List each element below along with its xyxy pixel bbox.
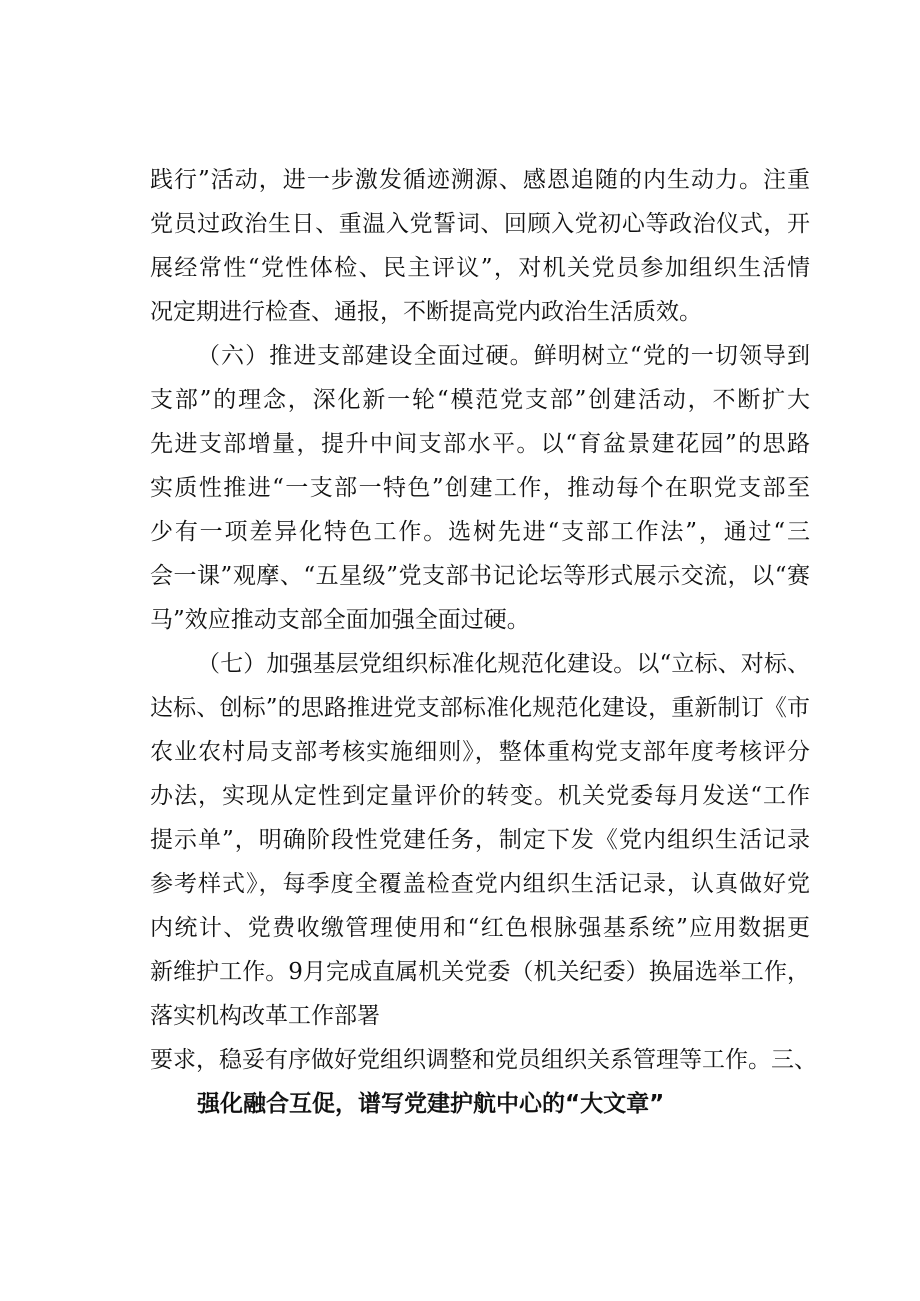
text-line: 落实机构改革工作部署 xyxy=(150,1003,380,1029)
section-heading: 强化融合互促，谱写党建护航中心的“大文章” xyxy=(197,1091,665,1117)
text-line: 农业农村局支部考核实施细则》，整体重构党支部年度考核评分 xyxy=(150,739,810,765)
text-line: 少有一项差异化特色工作。选树先进“支部工作法”，通过“三 xyxy=(150,519,810,545)
text-line: （六）推进支部建设全面过硬。鲜明树立“党的一切领导到 xyxy=(197,343,810,369)
text-line: 展经常性“党性体检、民主评议”，对机关党员参加组织生活情 xyxy=(150,255,810,281)
text-line: 要求，稳妥有序做好党组织调整和党员组织关系管理等工作。三、 xyxy=(150,1047,817,1073)
text-line: 办法，实现从定性到定量评价的转变。机关党委每月发送“工作 xyxy=(150,783,810,809)
text-line: 达标、创标”的思路推进党支部标准化规范化建设，重新制订《市 xyxy=(150,695,810,721)
text-line: 提示单”，明确阶段性党建任务，制定下发《党内组织生活记录 xyxy=(150,827,810,853)
text-line: 况定期进行检查、通报，不断提高党内政治生活质效。 xyxy=(150,299,702,325)
text-line: 先进支部增量，提升中间支部水平。以“育盆景建花园”的思路 xyxy=(150,431,810,457)
text-line: 会一课”观摩、“五星级”党支部书记论坛等形式展示交流，以“赛 xyxy=(150,563,810,589)
text-line: 践行”活动，进一步激发循迹溯源、感恩追随的内生动力。注重 xyxy=(150,167,810,193)
text-line: （七）加强基层党组织标准化规范化建设。以“立标、对标、 xyxy=(197,651,810,677)
text-line: 参考样式》，每季度全覆盖检查党内组织生活记录，认真做好党 xyxy=(150,871,810,897)
text-line: 马”效应推动支部全面加强全面过硬。 xyxy=(150,607,530,633)
text-line: 支部”的理念，深化新一轮“模范党支部”创建活动，不断扩大 xyxy=(150,387,810,413)
text-line: 内统计、党费收缴管理使用和“红色根脉强基系统”应用数据更 xyxy=(150,915,810,941)
text-line: 党员过政治生日、重温入党誓词、回顾入党初心等政治仪式，开 xyxy=(150,211,810,237)
text-line: 新维护工作。9月完成直属机关党委（机关纪委）换届选举工作， xyxy=(150,959,810,985)
text-line: 实质性推进“一支部一特色”创建工作，推动每个在职党支部至 xyxy=(150,475,810,501)
